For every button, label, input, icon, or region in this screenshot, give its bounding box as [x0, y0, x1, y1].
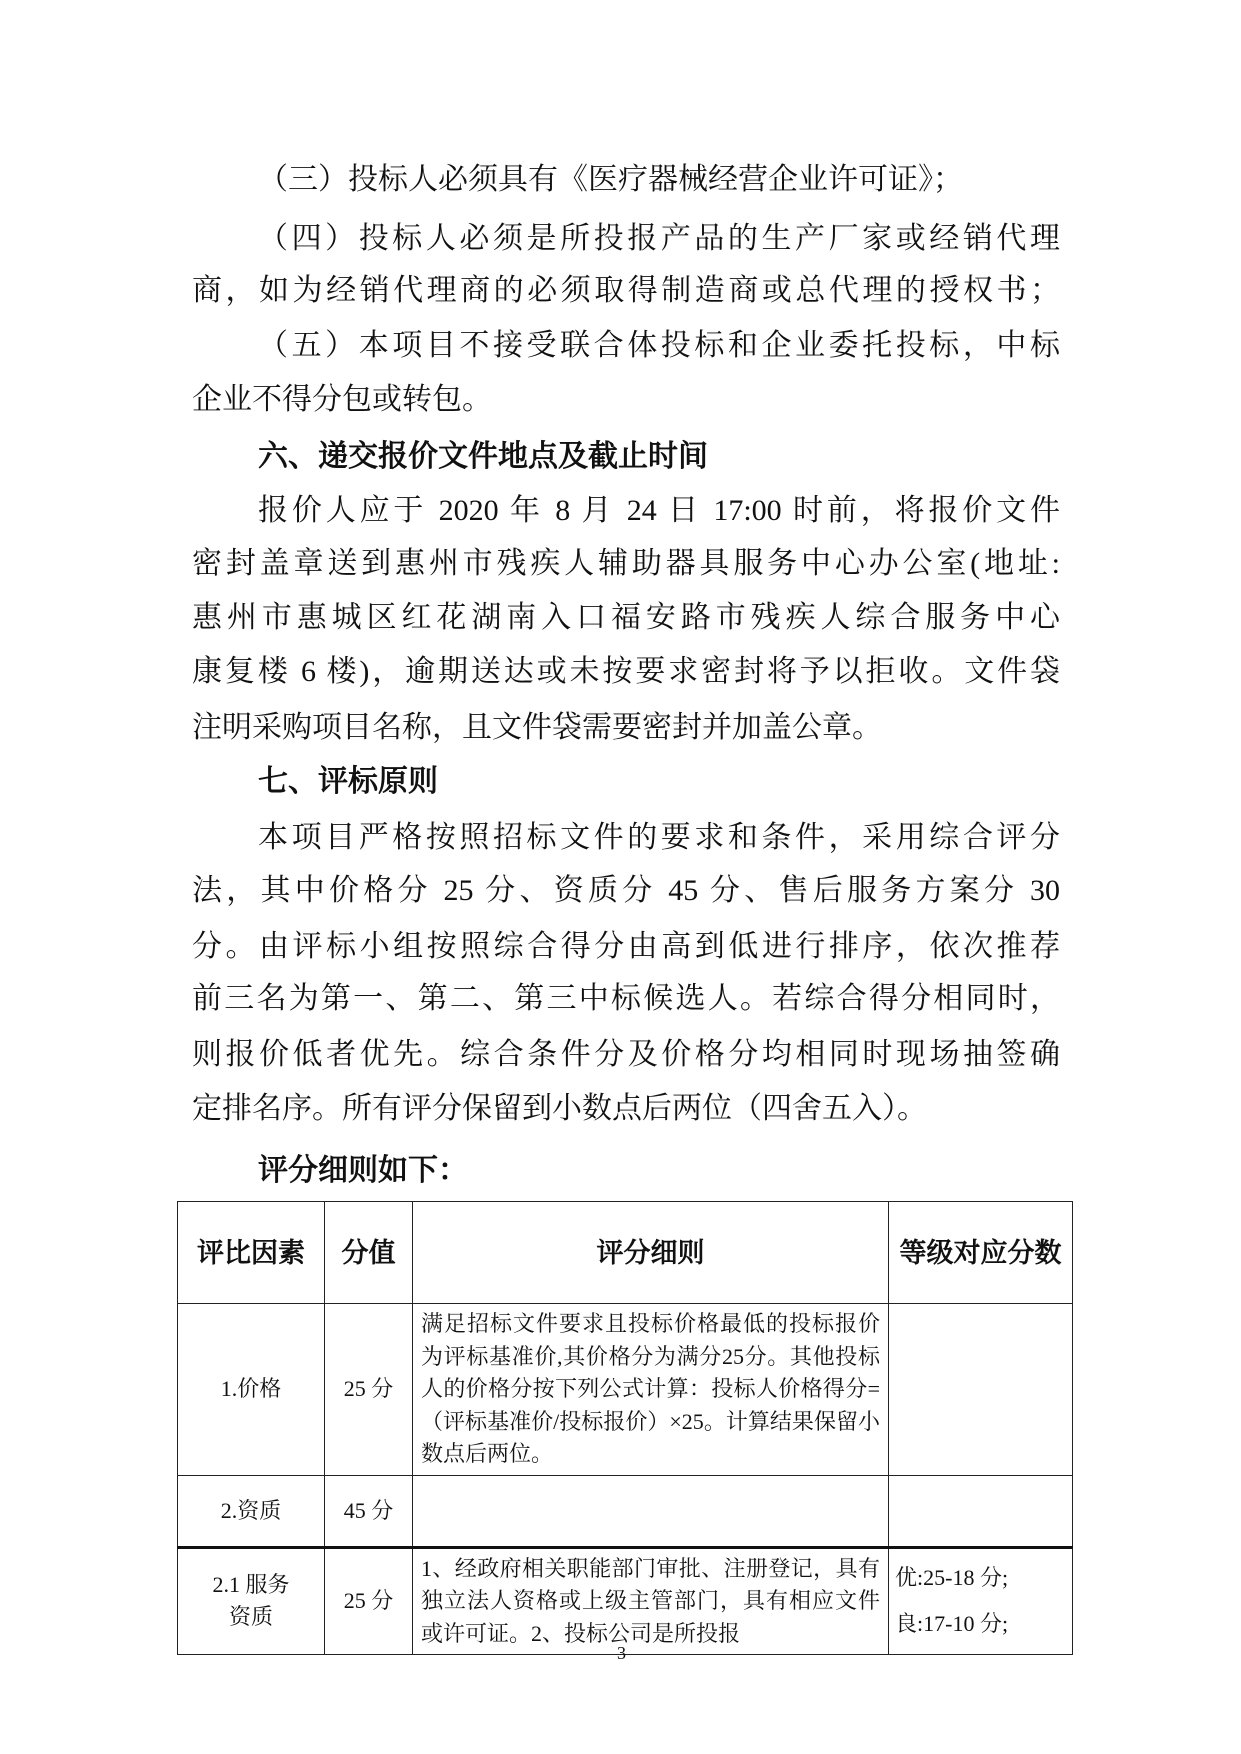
paragraph-line: 商，如为经销代理商的必须取得制造商或总代理的授权书； — [192, 274, 1060, 307]
section-heading: 七、评标原则 — [258, 765, 438, 798]
paragraph-line: 惠州市惠城区红花湖南入口福安路市残疾人综合服务中心 — [192, 601, 1060, 634]
cell-levels — [889, 1475, 1073, 1547]
table-row — [178, 1304, 1073, 1476]
table-row — [178, 1475, 1073, 1547]
cell-score: 25 分 — [325, 1547, 413, 1655]
header-factor: 评比因素 — [178, 1202, 325, 1304]
header-detail: 评分细则 — [413, 1202, 889, 1304]
paragraph-line: （五）本项目不接受联合体投标和企业委托投标，中标 — [258, 329, 1060, 362]
cell-detail: 1、经政府相关职能部门审批、注册登记，具有独立法人资格或上级主管部门，具有相应文件或许可证。2、投标公司是所投报 — [413, 1547, 889, 1655]
cell-detail — [413, 1475, 889, 1547]
header-levels: 等级对应分数 — [889, 1202, 1073, 1304]
paragraph-line: 本项目严格按照招标文件的要求和条件，采用综合评分 — [258, 821, 1060, 854]
paragraph-line: 分。由评标小组按照综合得分由高到低进行排序，依次推荐 — [192, 930, 1060, 963]
cell-levels — [889, 1547, 1073, 1655]
paragraph-line: 注明采购项目名称，且文件袋需要密封并加盖公章。 — [192, 711, 882, 744]
cell-factor: 2.1 服务资质 — [178, 1547, 325, 1655]
paragraph-line: 企业不得分包或转包。 — [192, 383, 492, 416]
paragraph-line: （四）投标人必须是所投报产品的生产厂家或经销代理 — [258, 222, 1060, 255]
cell-detail: 满足招标文件要求且投标价格最低的投标报价为评标基准价,其价格分为满分25分。其他投标人的价格分按下列公式计算：投标人价格得分=（评标基准价/投标报价）×25。计算结果保留小数点后两位。 — [413, 1304, 889, 1476]
table-row — [178, 1547, 1073, 1655]
cell-factor: 1.价格 — [178, 1304, 325, 1476]
table-caption: 评分细则如下： — [258, 1154, 468, 1187]
paragraph-line: 密封盖章送到惠州市残疾人辅助器具服务中心办公室(地址: — [192, 547, 1060, 580]
paragraph-line: 前三名为第一、第二、第三中标候选人。若综合得分相同时， — [192, 982, 1060, 1015]
section-heading: 六、递交报价文件地点及截止时间 — [258, 440, 708, 473]
page-number: 3 — [617, 1643, 626, 1663]
cell-levels — [889, 1304, 1073, 1476]
cell-factor: 2.资质 — [178, 1475, 325, 1547]
cell-score: 45 分 — [325, 1475, 413, 1547]
paragraph-line: 则报价低者优先。综合条件分及价格分均相同时现场抽签确 — [192, 1038, 1060, 1071]
scoring-table — [177, 1201, 1073, 1655]
paragraph-line: （三）投标人必须具有《医疗器械经营企业许可证》； — [258, 163, 963, 196]
table-header-row — [178, 1202, 1073, 1304]
paragraph-line: 报价人应于 2020 年 8 月 24 日 17:00 时前，将报价文件 — [258, 494, 1060, 527]
level-excellent: 优:25-18 分; — [895, 1565, 1009, 1591]
paragraph-line: 法，其中价格分 25 分、资质分 45 分、售后服务方案分 30 — [192, 874, 1060, 907]
paragraph-line: 康复楼 6 楼)，逾期送达或未按要求密封将予以拒收。文件袋 — [192, 655, 1060, 688]
paragraph-line: 定排名序。所有评分保留到小数点后两位（四舍五入）。 — [192, 1092, 927, 1125]
header-score: 分值 — [325, 1202, 413, 1304]
cell-score: 25 分 — [325, 1304, 413, 1476]
level-good: 良:17-10 分; — [895, 1611, 1009, 1637]
